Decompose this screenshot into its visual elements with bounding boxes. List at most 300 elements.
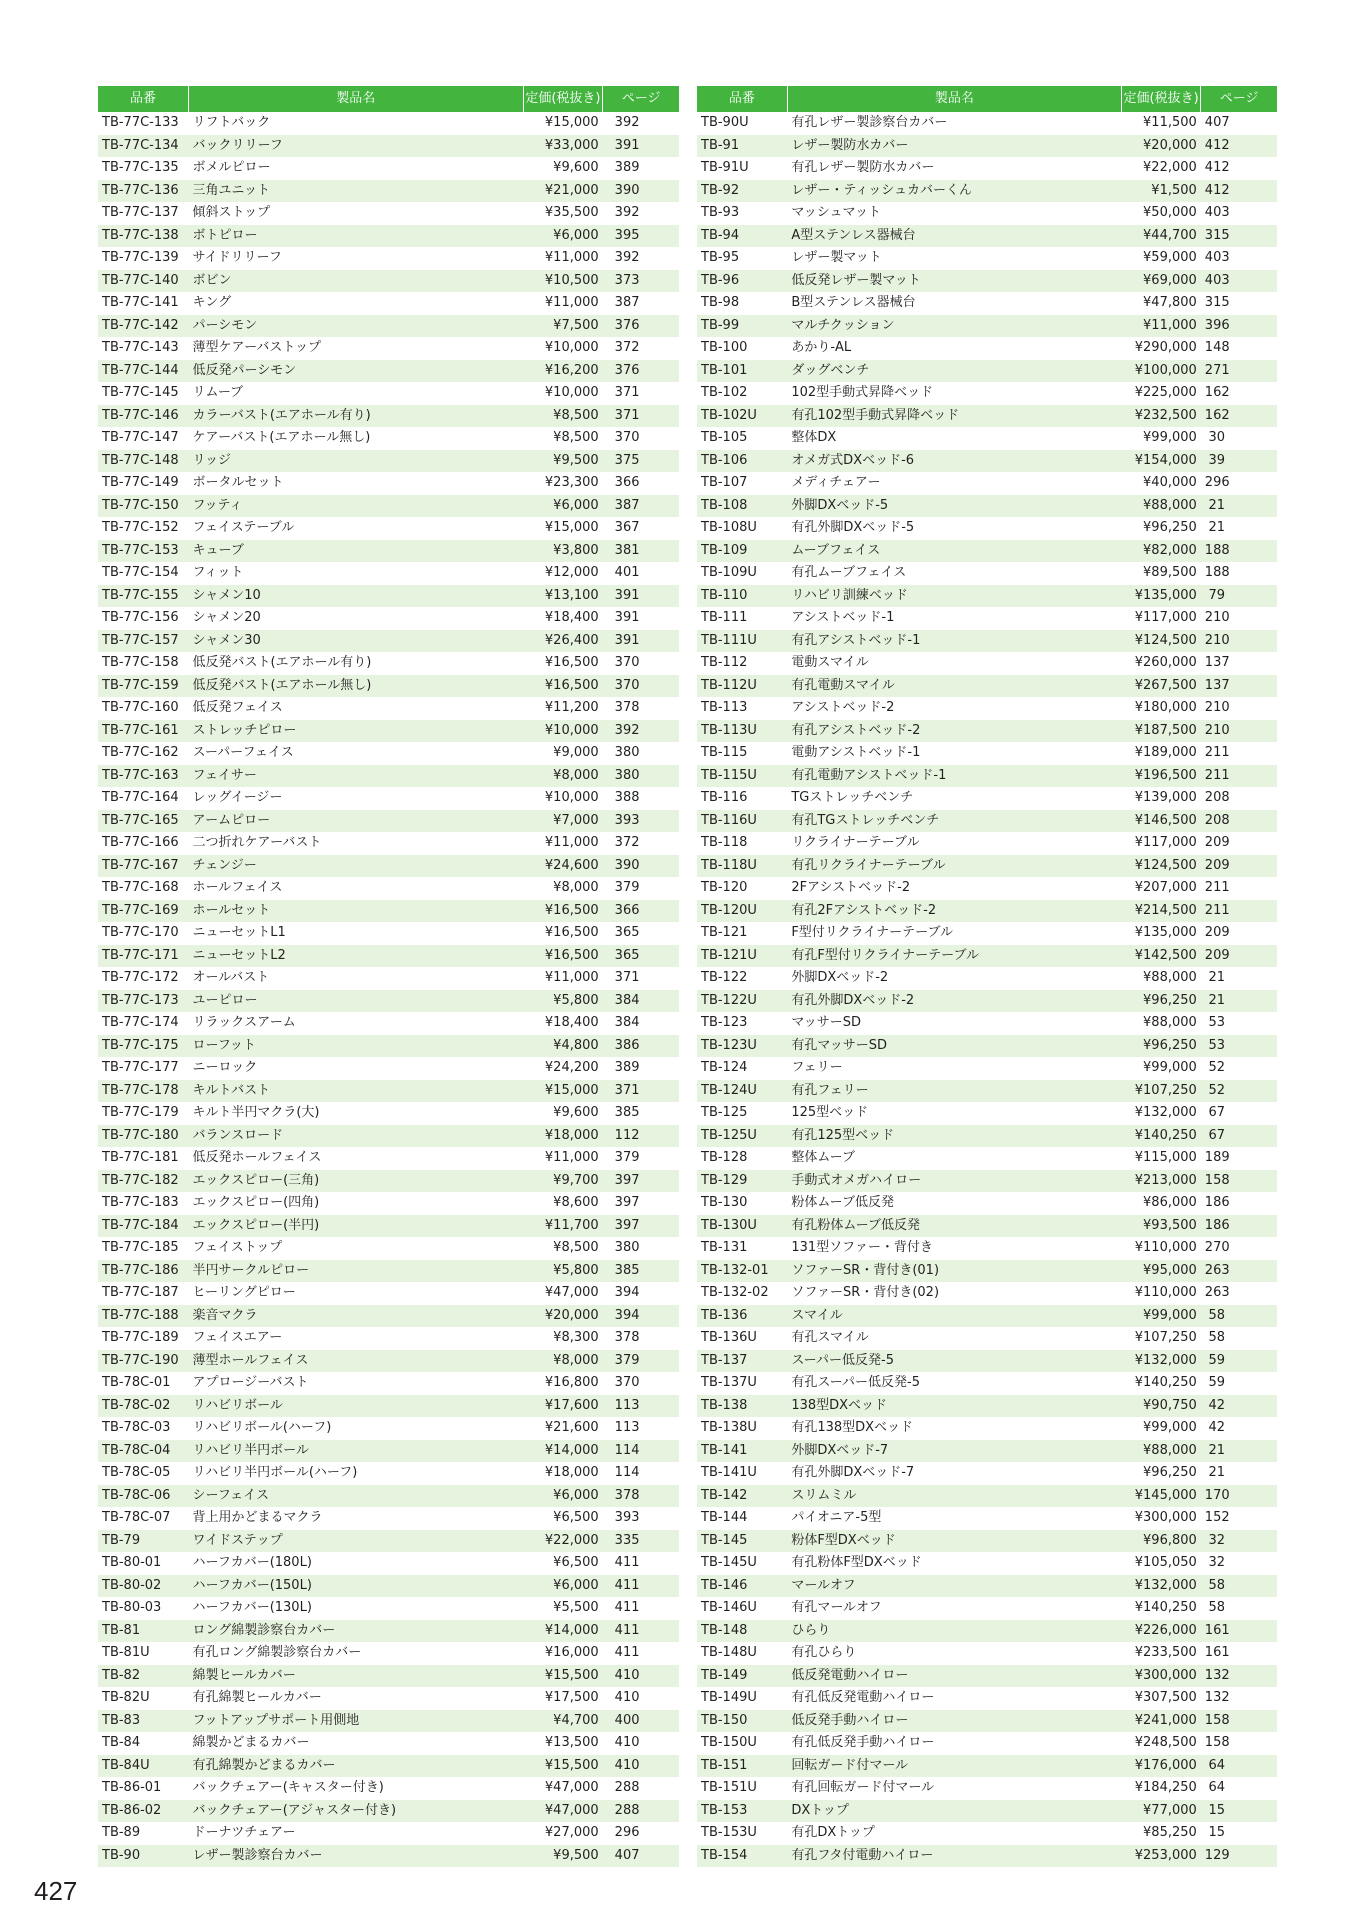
cell-code: TB-101 xyxy=(697,360,787,383)
cell-code: TB-151 xyxy=(697,1755,787,1778)
cell-page: 393 xyxy=(603,1507,679,1530)
cell-name: スーパーフェイス xyxy=(188,742,523,765)
table-row xyxy=(98,337,679,360)
table-row xyxy=(697,652,1277,675)
table-row xyxy=(98,472,679,495)
cell-name: 有孔DXトップ xyxy=(787,1822,1121,1845)
cell-code: TB-77C-171 xyxy=(98,945,188,968)
cell-page: 208 xyxy=(1201,787,1277,810)
cell-name: ワイドステップ xyxy=(188,1530,523,1553)
cell-code: TB-78C-06 xyxy=(98,1485,188,1508)
cell-price: ¥77,000 xyxy=(1121,1800,1200,1823)
cell-name: 102型手動式昇降ベッド xyxy=(787,382,1121,405)
cell-price: ¥13,100 xyxy=(523,585,603,608)
cell-name: 有孔アシストベッド-2 xyxy=(787,720,1121,743)
cell-code: TB-144 xyxy=(697,1507,787,1530)
cell-price: ¥15,500 xyxy=(523,1665,603,1688)
cell-page: 210 xyxy=(1201,720,1277,743)
cell-page: 15 xyxy=(1201,1822,1277,1845)
table-row xyxy=(98,202,679,225)
cell-price: ¥82,000 xyxy=(1121,540,1200,563)
table-row xyxy=(697,945,1277,968)
cell-name: サイドリリーフ xyxy=(188,247,523,270)
cell-code: TB-123 xyxy=(697,1012,787,1035)
cell-page: 387 xyxy=(603,292,679,315)
cell-name: 外脚DXベッド-5 xyxy=(787,495,1121,518)
cell-name: シャメン30 xyxy=(188,630,523,653)
cell-code: TB-120U xyxy=(697,900,787,923)
table-body-left xyxy=(98,112,679,1867)
table-row xyxy=(697,337,1277,360)
table-row xyxy=(697,967,1277,990)
table-row xyxy=(98,1102,679,1125)
cell-name: 有孔ロング綿製診察台カバー xyxy=(188,1642,523,1665)
table-row xyxy=(697,990,1277,1013)
cell-price: ¥10,000 xyxy=(523,337,603,360)
cell-page: 21 xyxy=(1201,967,1277,990)
cell-name: フッティ xyxy=(188,495,523,518)
cell-price: ¥142,500 xyxy=(1121,945,1200,968)
cell-name: B型ステンレス器械台 xyxy=(787,292,1121,315)
cell-price: ¥10,000 xyxy=(523,382,603,405)
cell-page: 211 xyxy=(1201,900,1277,923)
cell-page: 152 xyxy=(1201,1507,1277,1530)
cell-code: TB-79 xyxy=(98,1530,188,1553)
cell-name: ロング綿製診察台カバー xyxy=(188,1620,523,1643)
cell-code: TB-77C-158 xyxy=(98,652,188,675)
cell-page: 211 xyxy=(1201,765,1277,788)
cell-code: TB-102U xyxy=(697,405,787,428)
table-row xyxy=(697,1755,1277,1778)
cell-page: 52 xyxy=(1201,1080,1277,1103)
table-row xyxy=(98,1260,679,1283)
cell-price: ¥307,500 xyxy=(1121,1687,1200,1710)
cell-price: ¥90,750 xyxy=(1121,1395,1200,1418)
cell-name: 薄型ホールフェイス xyxy=(188,1350,523,1373)
cell-price: ¥140,250 xyxy=(1121,1372,1200,1395)
cell-page: 366 xyxy=(603,472,679,495)
cell-code: TB-78C-03 xyxy=(98,1417,188,1440)
cell-code: TB-77C-173 xyxy=(98,990,188,1013)
cell-price: ¥213,000 xyxy=(1121,1170,1200,1193)
cell-page: 411 xyxy=(603,1552,679,1575)
table-row xyxy=(98,1192,679,1215)
table-row xyxy=(697,135,1277,158)
cell-name: 有孔ムーブフェイス xyxy=(787,562,1121,585)
table-row xyxy=(98,855,679,878)
table-row xyxy=(697,1170,1277,1193)
cell-code: TB-108U xyxy=(697,517,787,540)
cell-code: TB-122U xyxy=(697,990,787,1013)
table-row xyxy=(98,225,679,248)
cell-page: 52 xyxy=(1201,1057,1277,1080)
price-table-left xyxy=(98,86,679,1867)
cell-price: ¥132,000 xyxy=(1121,1102,1200,1125)
cell-price: ¥145,000 xyxy=(1121,1485,1200,1508)
cell-page: 186 xyxy=(1201,1215,1277,1238)
table-row xyxy=(697,765,1277,788)
table-row xyxy=(697,1080,1277,1103)
cell-name: 有孔スマイル xyxy=(787,1327,1121,1350)
cell-name: 有孔電動アシストベッド-1 xyxy=(787,765,1121,788)
cell-price: ¥4,700 xyxy=(523,1710,603,1733)
cell-code: TB-108 xyxy=(697,495,787,518)
cell-name: シーフェイス xyxy=(188,1485,523,1508)
cell-page: 132 xyxy=(1201,1687,1277,1710)
cell-price: ¥16,200 xyxy=(523,360,603,383)
cell-price: ¥139,000 xyxy=(1121,787,1200,810)
cell-name: 138型DXベッド xyxy=(787,1395,1121,1418)
cell-page: 53 xyxy=(1201,1035,1277,1058)
cell-code: TB-77C-188 xyxy=(98,1305,188,1328)
cell-name: F型付リクライナーテーブル xyxy=(787,922,1121,945)
cell-name: ソファーSR・背付き(01) xyxy=(787,1260,1121,1283)
cell-code: TB-77C-175 xyxy=(98,1035,188,1058)
cell-name: ホールセット xyxy=(188,900,523,923)
table-row xyxy=(98,1845,679,1868)
cell-code: TB-77C-182 xyxy=(98,1170,188,1193)
table-row xyxy=(697,900,1277,923)
cell-name: ハーフカバー(150L) xyxy=(188,1575,523,1598)
cell-page: 21 xyxy=(1201,495,1277,518)
cell-code: TB-122 xyxy=(697,967,787,990)
cell-code: TB-77C-150 xyxy=(98,495,188,518)
table-row xyxy=(98,1395,679,1418)
cell-name: 電動スマイル xyxy=(787,652,1121,675)
cell-code: TB-77C-136 xyxy=(98,180,188,203)
cell-price: ¥23,300 xyxy=(523,472,603,495)
cell-name: 背上用かどまるマクラ xyxy=(188,1507,523,1530)
cell-price: ¥8,300 xyxy=(523,1327,603,1350)
table-row xyxy=(98,720,679,743)
cell-code: TB-121 xyxy=(697,922,787,945)
cell-name: ドーナツチェアー xyxy=(188,1822,523,1845)
table-row xyxy=(697,112,1277,135)
table-row xyxy=(98,652,679,675)
cell-page: 210 xyxy=(1201,607,1277,630)
cell-price: ¥9,500 xyxy=(523,450,603,473)
cell-code: TB-96 xyxy=(697,270,787,293)
cell-price: ¥16,800 xyxy=(523,1372,603,1395)
table-row xyxy=(697,1125,1277,1148)
cell-code: TB-77C-165 xyxy=(98,810,188,833)
cell-price: ¥22,000 xyxy=(1121,157,1200,180)
cell-name: TGストレッチベンチ xyxy=(787,787,1121,810)
cell-name: バランスロード xyxy=(188,1125,523,1148)
cell-name: キルトバスト xyxy=(188,1080,523,1103)
cell-code: TB-100 xyxy=(697,337,787,360)
cell-price: ¥88,000 xyxy=(1121,1440,1200,1463)
cell-page: 375 xyxy=(603,450,679,473)
cell-page: 210 xyxy=(1201,630,1277,653)
cell-page: 21 xyxy=(1201,517,1277,540)
cell-price: ¥88,000 xyxy=(1121,967,1200,990)
cell-name: 有孔マールオフ xyxy=(787,1597,1121,1620)
cell-price: ¥20,000 xyxy=(1121,135,1200,158)
table-row xyxy=(98,1282,679,1305)
cell-name: リハビリ訓練ベッド xyxy=(787,585,1121,608)
cell-code: TB-77C-177 xyxy=(98,1057,188,1080)
cell-page: 385 xyxy=(603,1260,679,1283)
cell-name: リラックスアーム xyxy=(188,1012,523,1035)
cell-price: ¥6,500 xyxy=(523,1507,603,1530)
price-table-right xyxy=(697,86,1277,1867)
cell-code: TB-128 xyxy=(697,1147,787,1170)
cell-code: TB-77C-186 xyxy=(98,1260,188,1283)
table-row xyxy=(98,382,679,405)
cell-name: 有孔125型ベッド xyxy=(787,1125,1121,1148)
cell-price: ¥107,250 xyxy=(1121,1327,1200,1350)
cell-price: ¥47,000 xyxy=(523,1777,603,1800)
cell-code: TB-153U xyxy=(697,1822,787,1845)
cell-price: ¥9,700 xyxy=(523,1170,603,1193)
cell-price: ¥69,000 xyxy=(1121,270,1200,293)
cell-code: TB-77C-135 xyxy=(98,157,188,180)
cell-name: フェイストップ xyxy=(188,1237,523,1260)
cell-page: 209 xyxy=(1201,922,1277,945)
table-row xyxy=(697,1327,1277,1350)
cell-code: TB-118 xyxy=(697,832,787,855)
table-row xyxy=(697,1350,1277,1373)
cell-price: ¥115,000 xyxy=(1121,1147,1200,1170)
cell-name: 整体ムーブ xyxy=(787,1147,1121,1170)
cell-code: TB-132-01 xyxy=(697,1260,787,1283)
cell-page: 158 xyxy=(1201,1170,1277,1193)
cell-price: ¥21,000 xyxy=(523,180,603,203)
cell-price: ¥15,000 xyxy=(523,112,603,135)
cell-name: 低反発電動ハイロー xyxy=(787,1665,1121,1688)
cell-name: ソファーSR・背付き(02) xyxy=(787,1282,1121,1305)
cell-code: TB-113 xyxy=(697,697,787,720)
cell-page: 211 xyxy=(1201,877,1277,900)
table-row xyxy=(98,135,679,158)
cell-page: 391 xyxy=(603,630,679,653)
cell-name: 有孔リクライナーテーブル xyxy=(787,855,1121,878)
cell-price: ¥140,250 xyxy=(1121,1597,1200,1620)
cell-price: ¥132,000 xyxy=(1121,1575,1200,1598)
table-row xyxy=(98,1507,679,1530)
cell-code: TB-125U xyxy=(697,1125,787,1148)
cell-page: 371 xyxy=(603,967,679,990)
cell-code: TB-78C-02 xyxy=(98,1395,188,1418)
table-row xyxy=(697,1575,1277,1598)
cell-price: ¥124,500 xyxy=(1121,630,1200,653)
cell-code: TB-77C-167 xyxy=(98,855,188,878)
cell-page: 64 xyxy=(1201,1755,1277,1778)
table-row xyxy=(697,1485,1277,1508)
cell-price: ¥11,200 xyxy=(523,697,603,720)
cell-name: 外脚DXベッド-2 xyxy=(787,967,1121,990)
cell-code: TB-80-01 xyxy=(98,1552,188,1575)
cell-code: TB-84U xyxy=(98,1755,188,1778)
table-row xyxy=(98,157,679,180)
cell-name: 有孔レザー製防水カバー xyxy=(787,157,1121,180)
cell-price: ¥85,250 xyxy=(1121,1822,1200,1845)
cell-name: オメガ式DXベッド-6 xyxy=(787,450,1121,473)
cell-name: スマイル xyxy=(787,1305,1121,1328)
cell-name: 131型ソファー・背付き xyxy=(787,1237,1121,1260)
cell-name: シャメン10 xyxy=(188,585,523,608)
table-row xyxy=(697,472,1277,495)
cell-price: ¥105,050 xyxy=(1121,1552,1200,1575)
table-row xyxy=(98,360,679,383)
table-body-right xyxy=(697,112,1277,1867)
cell-price: ¥88,000 xyxy=(1121,1012,1200,1035)
cell-name: ハーフカバー(180L) xyxy=(188,1552,523,1575)
cell-page: 367 xyxy=(603,517,679,540)
cell-page: 412 xyxy=(1201,135,1277,158)
cell-name: リクライナーテーブル xyxy=(787,832,1121,855)
table-row xyxy=(697,315,1277,338)
cell-page: 391 xyxy=(603,135,679,158)
cell-code: TB-123U xyxy=(697,1035,787,1058)
table-row xyxy=(98,742,679,765)
cell-code: TB-77C-142 xyxy=(98,315,188,338)
cell-price: ¥11,000 xyxy=(523,967,603,990)
cell-code: TB-154 xyxy=(697,1845,787,1868)
cell-code: TB-145 xyxy=(697,1530,787,1553)
cell-price: ¥117,000 xyxy=(1121,832,1200,855)
cell-code: TB-110 xyxy=(697,585,787,608)
cell-name: パイオニア-5型 xyxy=(787,1507,1121,1530)
cell-code: TB-112U xyxy=(697,675,787,698)
table-row xyxy=(98,1732,679,1755)
cell-price: ¥11,000 xyxy=(1121,315,1200,338)
table-row xyxy=(697,450,1277,473)
cell-code: TB-132-02 xyxy=(697,1282,787,1305)
cell-price: ¥22,000 xyxy=(523,1530,603,1553)
cell-price: ¥40,000 xyxy=(1121,472,1200,495)
cell-page: 370 xyxy=(603,652,679,675)
cell-page: 376 xyxy=(603,360,679,383)
cell-code: TB-81U xyxy=(98,1642,188,1665)
cell-code: TB-136U xyxy=(697,1327,787,1350)
cell-price: ¥10,500 xyxy=(523,270,603,293)
table-row xyxy=(697,1665,1277,1688)
cell-code: TB-77C-147 xyxy=(98,427,188,450)
cell-price: ¥96,250 xyxy=(1121,990,1200,1013)
cell-page: 371 xyxy=(603,405,679,428)
cell-code: TB-77C-160 xyxy=(98,697,188,720)
cell-page: 39 xyxy=(1201,450,1277,473)
table-row xyxy=(98,1822,679,1845)
cell-name: ケアーバスト(エアホール無し) xyxy=(188,427,523,450)
table-row xyxy=(697,1462,1277,1485)
cell-price: ¥26,400 xyxy=(523,630,603,653)
table-row xyxy=(98,1057,679,1080)
cell-price: ¥16,500 xyxy=(523,945,603,968)
cell-name: 低反発ホールフェイス xyxy=(188,1147,523,1170)
cell-price: ¥11,700 xyxy=(523,1215,603,1238)
cell-page: 379 xyxy=(603,877,679,900)
cell-page: 370 xyxy=(603,1372,679,1395)
cell-page: 188 xyxy=(1201,540,1277,563)
cell-code: TB-77C-185 xyxy=(98,1237,188,1260)
table-row xyxy=(98,945,679,968)
table-row xyxy=(697,1147,1277,1170)
cell-code: TB-77C-181 xyxy=(98,1147,188,1170)
cell-page: 391 xyxy=(603,607,679,630)
cell-price: ¥21,600 xyxy=(523,1417,603,1440)
cell-code: TB-77C-187 xyxy=(98,1282,188,1305)
cell-name: ボトピロー xyxy=(188,225,523,248)
cell-price: ¥18,000 xyxy=(523,1462,603,1485)
table-row xyxy=(98,180,679,203)
table-row xyxy=(697,292,1277,315)
cell-page: 270 xyxy=(1201,1237,1277,1260)
table-row xyxy=(697,427,1277,450)
cell-page: 410 xyxy=(603,1665,679,1688)
cell-code: TB-86-01 xyxy=(98,1777,188,1800)
cell-page: 132 xyxy=(1201,1665,1277,1688)
cell-code: TB-137U xyxy=(697,1372,787,1395)
cell-name: 低反発手動ハイロー xyxy=(787,1710,1121,1733)
cell-price: ¥180,000 xyxy=(1121,697,1200,720)
cell-name: 整体DX xyxy=(787,427,1121,450)
table-header-row xyxy=(697,86,1277,112)
cell-page: 392 xyxy=(603,112,679,135)
cell-page: 58 xyxy=(1201,1597,1277,1620)
cell-code: TB-107 xyxy=(697,472,787,495)
cell-price: ¥15,500 xyxy=(523,1755,603,1778)
cell-price: ¥107,250 xyxy=(1121,1080,1200,1103)
cell-name: 低反発レザー製マット xyxy=(787,270,1121,293)
cell-code: TB-130 xyxy=(697,1192,787,1215)
table-row xyxy=(98,967,679,990)
cell-price: ¥17,500 xyxy=(523,1687,603,1710)
cell-name: 有孔電動スマイル xyxy=(787,675,1121,698)
cell-price: ¥99,000 xyxy=(1121,1305,1200,1328)
cell-name: ヒーリングピロー xyxy=(188,1282,523,1305)
cell-name: リッジ xyxy=(188,450,523,473)
table-row xyxy=(697,877,1277,900)
cell-page: 129 xyxy=(1201,1845,1277,1868)
cell-code: TB-86-02 xyxy=(98,1800,188,1823)
cell-price: ¥7,000 xyxy=(523,810,603,833)
cell-name: リフトバック xyxy=(188,112,523,135)
table-row xyxy=(98,270,679,293)
table-row xyxy=(697,675,1277,698)
cell-page: 384 xyxy=(603,990,679,1013)
cell-code: TB-77C-164 xyxy=(98,787,188,810)
cell-code: TB-118U xyxy=(697,855,787,878)
cell-page: 335 xyxy=(603,1530,679,1553)
table-row xyxy=(697,1035,1277,1058)
cell-price: ¥233,500 xyxy=(1121,1642,1200,1665)
cell-code: TB-153 xyxy=(697,1800,787,1823)
cell-name: ストレッチピロー xyxy=(188,720,523,743)
cell-name: 有孔2Fアシストベッド-2 xyxy=(787,900,1121,923)
cell-code: TB-146U xyxy=(697,1597,787,1620)
table-row xyxy=(697,1057,1277,1080)
cell-page: 401 xyxy=(603,562,679,585)
cell-price: ¥6,000 xyxy=(523,1575,603,1598)
cell-page: 21 xyxy=(1201,1462,1277,1485)
cell-page: 58 xyxy=(1201,1575,1277,1598)
cell-code: TB-109U xyxy=(697,562,787,585)
cell-name: カラーバスト(エアホール有り) xyxy=(188,405,523,428)
cell-name: バックチェアー(キャスター付き) xyxy=(188,1777,523,1800)
table-row xyxy=(98,832,679,855)
cell-name: チェンジー xyxy=(188,855,523,878)
cell-code: TB-77C-180 xyxy=(98,1125,188,1148)
table-row xyxy=(697,1012,1277,1035)
table-row xyxy=(697,1800,1277,1823)
cell-code: TB-77C-153 xyxy=(98,540,188,563)
cell-code: TB-131 xyxy=(697,1237,787,1260)
cell-code: TB-95 xyxy=(697,247,787,270)
cell-name: ハーフカバー(130L) xyxy=(188,1597,523,1620)
